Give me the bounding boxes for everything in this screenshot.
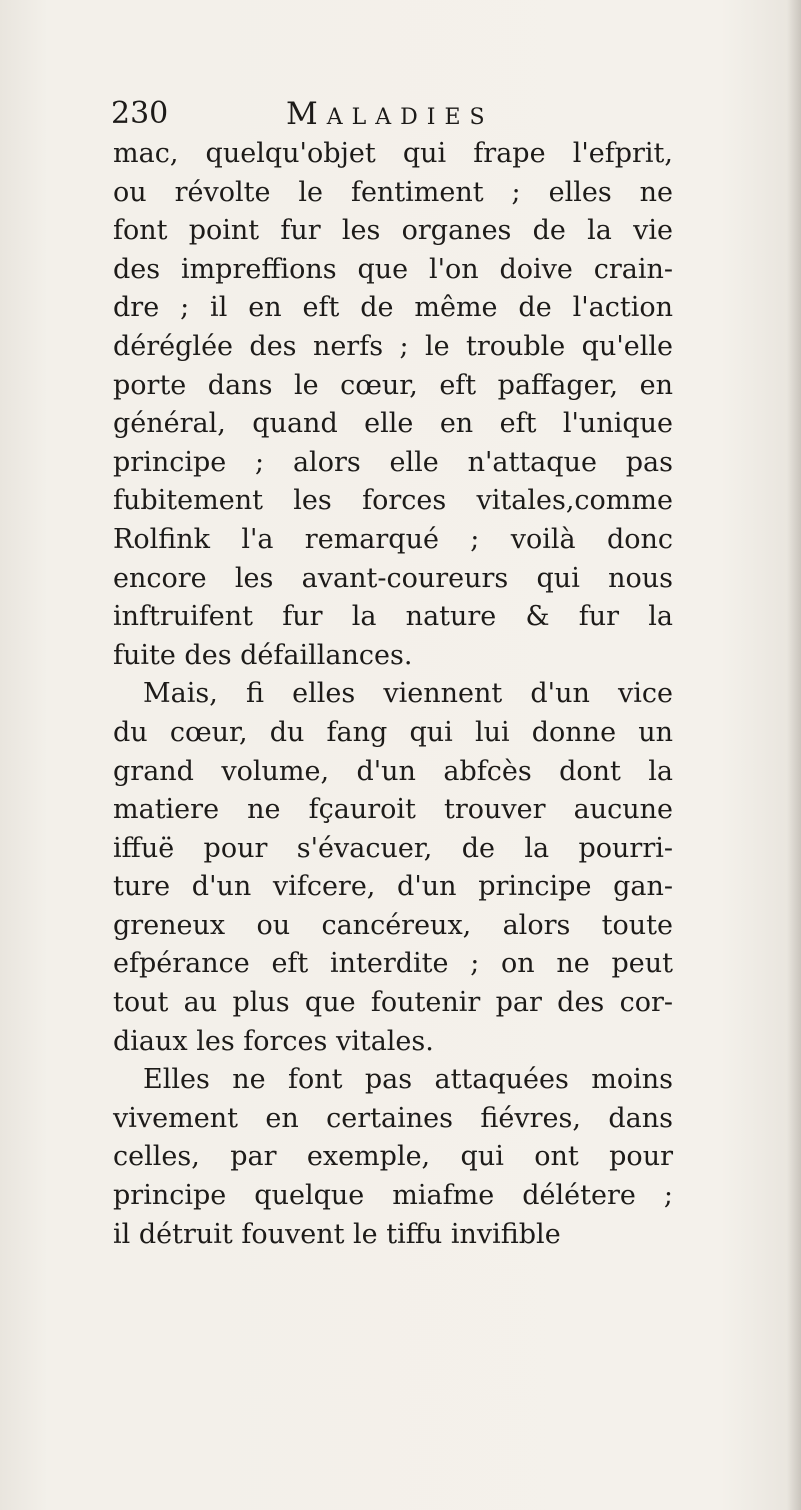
text-line: Mais, fi elles viennent d'un vice [143,678,673,710]
text-line: du cœur, du fang qui lui donne un [113,716,673,748]
text-line: Rolfink l'a remarqué ; voilà donc [113,523,673,555]
text-line: mac, quelqu'objet qui frape l'efprit, [113,138,673,169]
text-line: fuite des défaillances. [113,639,413,671]
text-line: principe ; alors elle n'attaque pas [113,446,673,478]
text-line: encore les avant-coureurs qui nous [113,562,673,594]
text-line: déréglée des nerfs ; le trouble qu'elle [113,330,673,362]
text-line: tout au plus que foutenir par des cor- [113,987,673,1019]
running-title: Maladies [286,96,494,132]
text-line: porte dans le cœur, eft paffager, en [113,369,673,401]
text-line: vivement en certaines fiévres, dans [113,1102,673,1134]
text-line: celles, par exemple, qui ont pour [113,1141,673,1173]
text-line: diaux les forces vitales. [113,1025,434,1057]
text-line: principe quelque miafme délétere ; [113,1180,673,1212]
text-line: iffuë pour s'évacuer, de la pourri- [113,832,673,864]
body-text [113,135,673,1254]
text-line: général, quand elle en eft l'unique [113,408,673,440]
page-number: 230 [111,96,169,131]
text-line: fubitement les forces vitales,comme [113,485,673,517]
text-line: efpérance eft interdite ; on ne peut [113,948,673,980]
page-edge-shadow [787,0,801,1510]
text-line: grand volume, d'un abfcès dont la [113,755,673,787]
text-line: matiere ne fçauroit trouver aucune [113,794,673,826]
text-line: inftruifent fur la nature & fur la [113,601,673,633]
text-line: il détruit fouvent le tiffu invifible [113,1218,561,1250]
text-line: font point fur les organes de la vie [113,215,673,247]
text-line: greneux ou cancéreux, alors toute [113,909,673,941]
text-line: ture d'un vifcere, d'un principe gan- [113,871,673,903]
page-header [111,95,671,135]
text-line: ou révolte le fentiment ; elles ne [113,176,673,208]
text-line: des impreffions que l'on doive crain- [113,253,673,285]
text-line: Elles ne font pas attaquées moins [143,1064,673,1096]
text-line: dre ; il en eft de même de l'action [113,292,673,324]
